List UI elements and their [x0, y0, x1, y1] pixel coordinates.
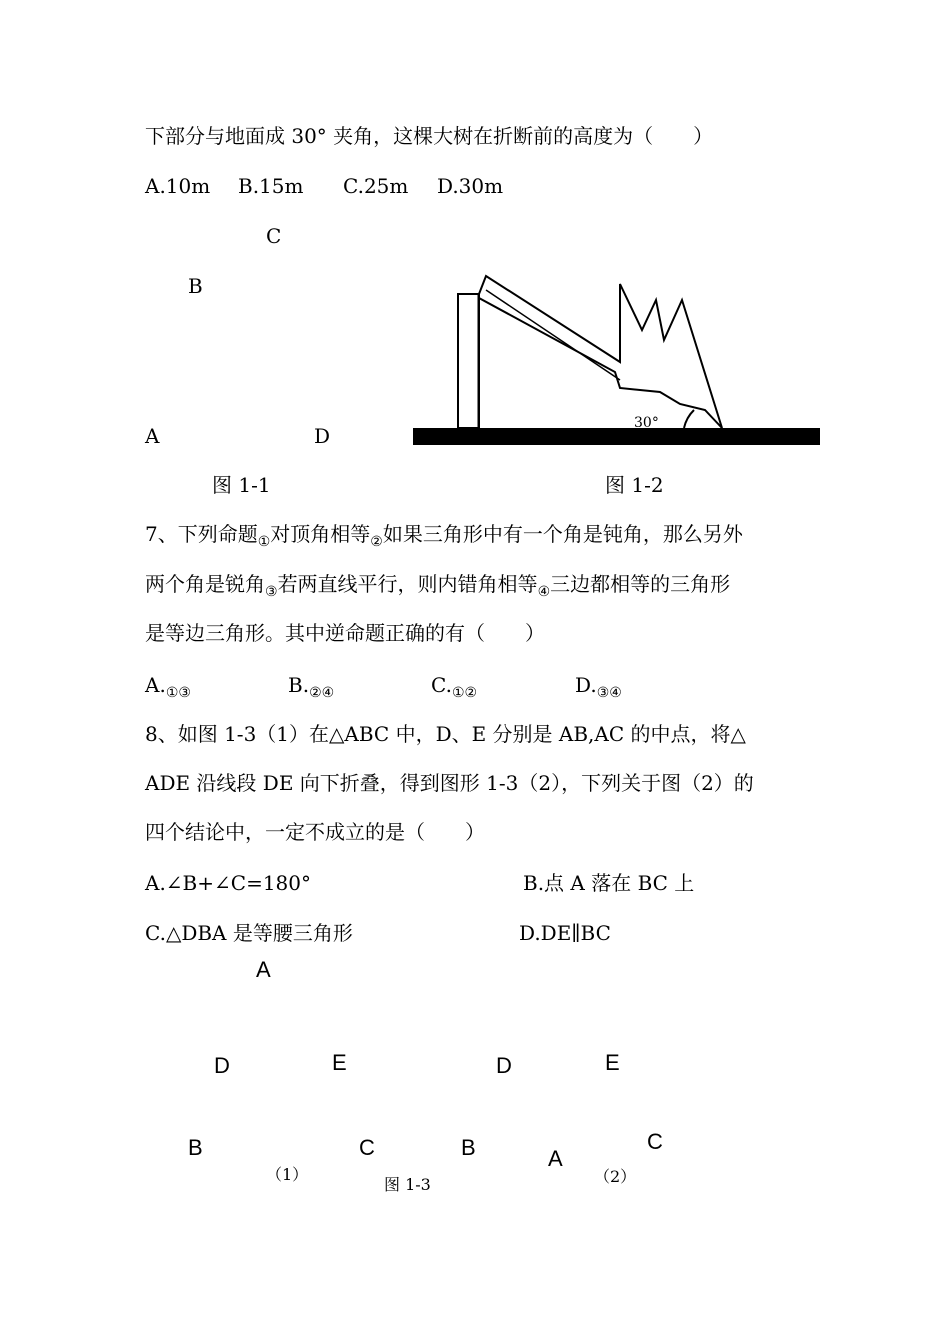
q7-option-c [431, 673, 477, 700]
option-letter: A. [145, 673, 166, 697]
fig13-2-label-d: D [496, 1053, 512, 1078]
q7-line-2 [145, 572, 730, 599]
fig13-2-label-b: B [461, 1135, 476, 1160]
option-marks: ②④ [309, 685, 335, 701]
fig12-trunk [458, 294, 479, 428]
fig13-2-label-a: A [548, 1146, 563, 1171]
q8-option-b: B.点 A 落在 BC 上 [523, 871, 695, 895]
fig13-1-sub: （1） [266, 1165, 309, 1184]
fig13-2-label-e: E [605, 1050, 620, 1075]
fig13-1-label-e: E [332, 1050, 347, 1075]
q6-option-c: C.25m [343, 174, 409, 198]
fig12-fallen-crown [479, 276, 722, 428]
fig13-1-label-d: D [214, 1053, 230, 1078]
fig13-2-label-c: C [647, 1129, 663, 1154]
fig12-angle-arc [684, 410, 694, 428]
fig11-label-c: C [266, 224, 282, 248]
q8-line-2: ADE 沿线段 DE 向下折叠，得到图形 1-3（2），下列关于图（2）的 [145, 771, 754, 795]
q8-option-c: C.△DBA 是等腰三角形 [145, 921, 353, 945]
fig12-ground [413, 428, 820, 445]
fig12-angle-label: 30° [634, 415, 659, 431]
q6-option-b: B.15m [238, 174, 304, 198]
option-marks: ①③ [165, 685, 191, 701]
q8-line-1: 8、如图 1-3（1）在△ABC 中，D、E 分别是 AB,AC 的中点，将△ [145, 722, 746, 746]
q6-option-a: A.10m [145, 174, 211, 198]
fig11-label-b: B [188, 274, 203, 298]
q8-option-a: A.∠B+∠C=180° [145, 871, 312, 895]
q7-line-3: 是等边三角形。其中逆命题正确的有（ ） [145, 621, 545, 645]
q7-text: 三边都相等的三角形 [550, 572, 731, 596]
q7-marker-1: ① [257, 534, 271, 550]
q7-text: 两个角是锐角 [145, 572, 265, 596]
q7-marker-4: ④ [537, 584, 551, 600]
fig13-1-label-a: A [256, 957, 271, 982]
q7-option-b [288, 673, 334, 700]
q7-marker-2: ② [370, 534, 383, 550]
fig12-trunk-break [486, 290, 620, 380]
fig11-caption: 图 1-1 [212, 473, 271, 497]
q8-option-d: D.DE∥BC [519, 921, 611, 945]
fig13-1-label-b: B [188, 1135, 203, 1160]
fig13-caption: 图 1-3 [384, 1175, 431, 1194]
q7-option-a [145, 673, 191, 700]
fig11-label-a: A [145, 424, 160, 448]
fig12-caption: 图 1-2 [605, 473, 664, 497]
option-letter: D. [575, 673, 597, 697]
q6-option-d: D.30m [437, 174, 504, 198]
option-letter: B. [288, 673, 310, 697]
q7-text: 7、下列命题 [145, 522, 258, 546]
fig11-label-d: D [314, 424, 331, 448]
q6-text-line: 下部分与地面成 30° 夹角，这棵大树在折断前的高度为（ ） [145, 124, 714, 148]
fig13-1-label-c: C [359, 1135, 375, 1160]
q7-line-1 [145, 522, 743, 549]
q7-marker-3: ③ [265, 584, 278, 600]
option-marks: ③④ [596, 685, 622, 701]
option-marks: ①② [451, 685, 478, 701]
q7-text: 对顶角相等 [270, 522, 371, 546]
q7-option-d [575, 673, 622, 700]
q7-text: 若两直线平行，则内错角相等 [277, 572, 538, 596]
q7-text: 如果三角形中有一个角是钝角，那么另外 [382, 522, 743, 546]
fig13-2-sub: （2） [594, 1167, 637, 1186]
q8-line-3: 四个结论中，一定不成立的是（ ） [145, 820, 485, 844]
option-letter: C. [431, 673, 452, 697]
